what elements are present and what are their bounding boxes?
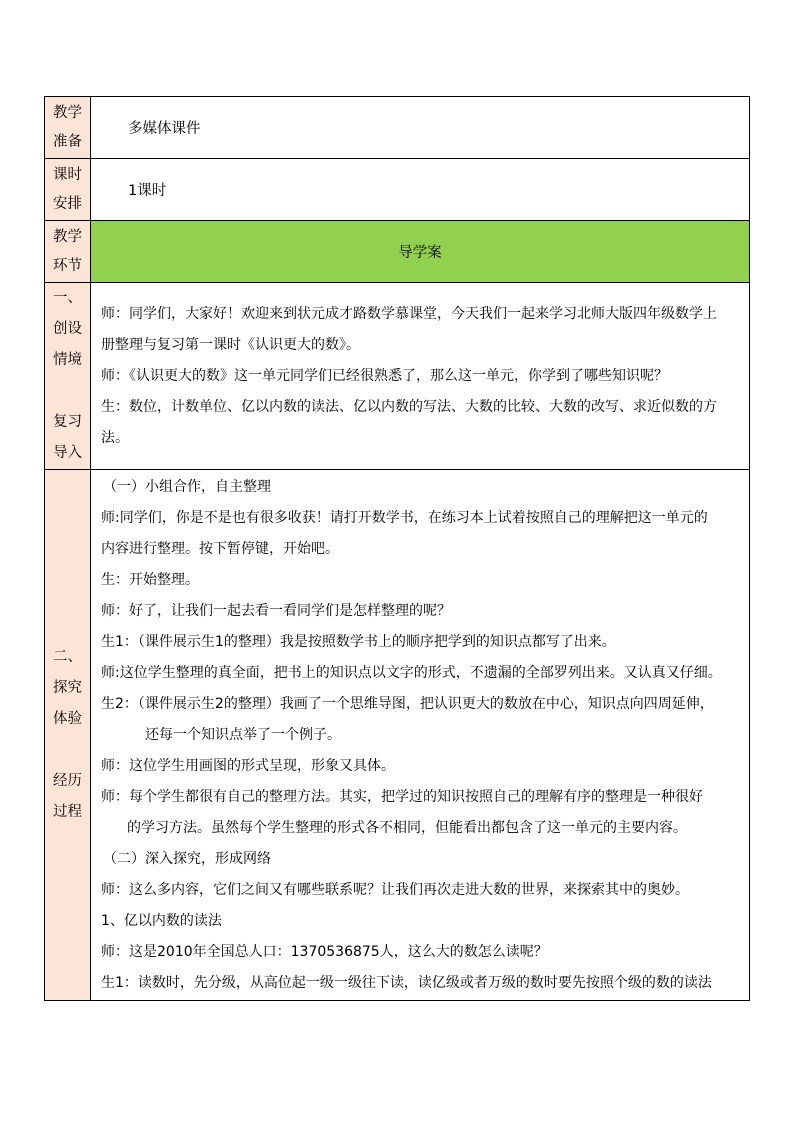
text-line: 师：同学们，大家好！欢迎来到状元成才路数学慕课堂，今天我们一起来学习北师大版四年级数学上 bbox=[101, 305, 717, 322]
label-line: 准备 bbox=[53, 133, 82, 150]
text-line: 师:同学们，你是不是也有很多收获！请打开数学书，在练习本上试着按照自己的理解把这一单元的 bbox=[101, 510, 708, 526]
subsection-heading: 1、亿以内数的读法 bbox=[101, 913, 222, 929]
label-line: 二、 bbox=[53, 649, 82, 665]
label-line: 复习 bbox=[53, 414, 82, 430]
label-line: 导入 bbox=[53, 445, 82, 461]
guide-plan-header: 导学案 bbox=[91, 221, 750, 283]
text-line: 师:这位学生整理的真全面，把书上的知识点以文字的形式，不遗漏的全部罗列出来。又认真又仔细。 bbox=[101, 665, 722, 681]
teaching-prep-value: 多媒体课件 bbox=[91, 97, 750, 159]
text-line: 师：这是2010年全国总人口：1370536875人，这么大的数怎么读呢？ bbox=[101, 944, 548, 960]
text-line: 还每一个知识点举了一个例子。 bbox=[145, 727, 341, 743]
text-line: 师：这么多内容，它们之间又有哪些联系呢？让我们再次走进大数的世界，来探索其中的奥妙。 bbox=[101, 882, 689, 898]
text-line: 生：数位，计数单位、亿以内数的读法、亿以内数的写法、大数的比较、大数的改写、求近似数的方 bbox=[101, 398, 717, 415]
row-teaching-prep bbox=[45, 97, 750, 159]
row-introduction bbox=[45, 283, 750, 470]
label-line: 环节 bbox=[53, 257, 82, 274]
text-line: 师：好了，让我们一起去看一看同学们是怎样整理的呢？ bbox=[101, 603, 451, 619]
label-line: 情境 bbox=[53, 352, 82, 368]
row-label-cell bbox=[45, 159, 91, 221]
label-line: 课时 bbox=[53, 166, 82, 183]
introduction-content bbox=[91, 283, 750, 470]
label-line: 教学 bbox=[53, 104, 82, 121]
label-line: 过程 bbox=[53, 804, 82, 820]
section-heading: （二）深入探究，形成网络 bbox=[103, 851, 271, 867]
row-exploration bbox=[45, 470, 750, 1001]
text-line: 内容进行整理。按下暂停键，开始吧。 bbox=[101, 541, 339, 557]
row-label-cell bbox=[45, 221, 91, 283]
text-line: 师：这位学生用画图的形式呈现，形象又具体。 bbox=[101, 758, 395, 774]
text-line: 生1：读数时，先分级，从高位起一级一级往下读，读亿级或者万级的数时要先按照个级的数的读法 bbox=[101, 975, 712, 991]
row-teaching-stage bbox=[45, 221, 750, 283]
row-label-cell bbox=[45, 283, 91, 470]
exploration-content bbox=[91, 470, 750, 1001]
text-line: 法。 bbox=[101, 429, 129, 446]
row-class-hours bbox=[45, 159, 750, 221]
class-hours-value: 1课时 bbox=[91, 159, 750, 221]
text-line: 师：《认识更大的数》这一单元同学们已经很熟悉了，那么这一单元，你学到了哪些知识呢？ bbox=[101, 367, 668, 384]
label-line: 安排 bbox=[53, 195, 82, 212]
label-line: 体验 bbox=[53, 711, 82, 727]
label-line: 一、 bbox=[53, 290, 82, 306]
label-line: 探究 bbox=[53, 680, 82, 696]
text-line: 生1：（课件展示生1的整理）我是按照数学书上的顺序把学到的知识点都写了出来。 bbox=[101, 634, 616, 650]
label-line: 经历 bbox=[53, 773, 82, 789]
label-line: 创设 bbox=[53, 321, 82, 337]
text-line: 的学习方法。虽然每个学生整理的形式各不相同，但能看出都包含了这一单元的主要内容。 bbox=[127, 820, 687, 836]
label-line: 教学 bbox=[53, 228, 82, 245]
row-label-cell bbox=[45, 97, 91, 159]
text-line: 生：开始整理。 bbox=[101, 572, 199, 588]
section-heading: （一）小组合作，自主整理 bbox=[103, 479, 271, 495]
text-line: 生2：（课件展示生2的整理）我画了一个思维导图，把认识更大的数放在中心，知识点向四周延伸， bbox=[101, 696, 714, 712]
lesson-plan-table bbox=[44, 96, 750, 1001]
text-line: 师：每个学生都很有自己的整理方法。其实，把学过的知识按照自己的理解有序的整理是一种很好 bbox=[101, 789, 703, 805]
text-line: 册整理与复习第一课时《认识更大的数》。 bbox=[101, 336, 360, 353]
row-label-cell bbox=[45, 470, 91, 1001]
